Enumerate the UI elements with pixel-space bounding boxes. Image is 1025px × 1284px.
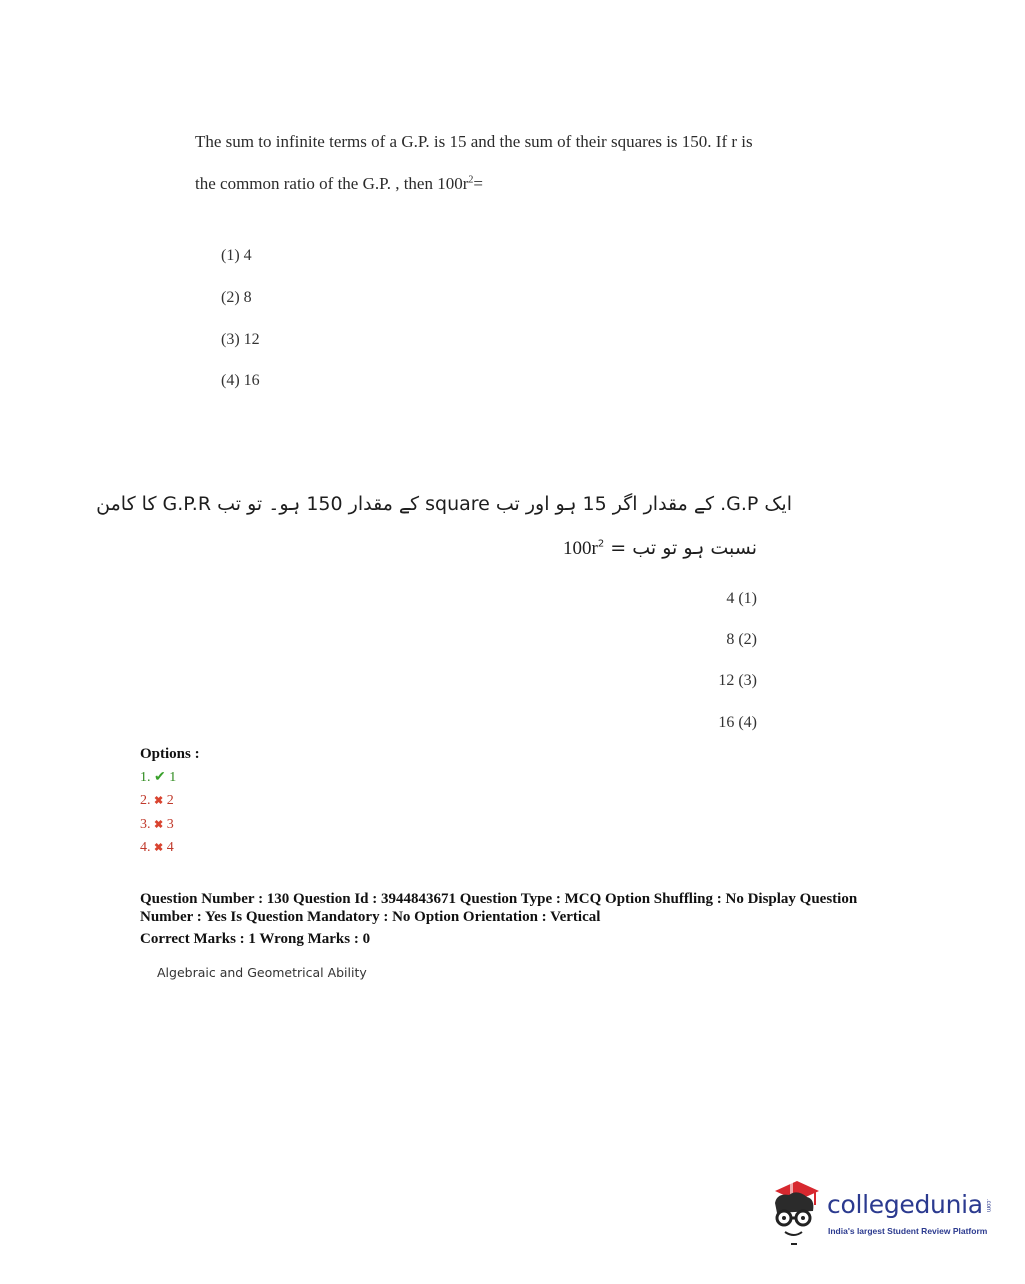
option-value: 4 (166, 840, 174, 855)
option-result-2 (140, 793, 174, 809)
meta-line-1: Question Number : 130 Question Id : 3944843671 Question Type : MCQ Option Shuffling : No Display Question (140, 891, 858, 907)
option-ur-1: 4 (1) (726, 590, 757, 607)
collegedunia-logo-icon (767, 1177, 827, 1247)
option-en-3: (3) 12 (221, 331, 260, 348)
brand-name: collegedunia (827, 1190, 983, 1219)
option-result-3 (140, 817, 174, 833)
urdu-math-term: 100r (563, 538, 598, 559)
brand-dotcom: .com (985, 1199, 991, 1213)
cross-icon: ✖ (154, 795, 164, 807)
cross-icon: ✖ (154, 842, 164, 854)
question-urdu-line-2 (563, 537, 757, 560)
question-text-line-1: The sum to infinite terms of a G.P. is 15 and the sum of their squares is 150. If r is (195, 132, 753, 151)
option-ur-3: 12 (3) (718, 672, 757, 689)
option-result-1 (140, 769, 176, 786)
meta-line-3: Correct Marks : 1 Wrong Marks : 0 (140, 931, 371, 947)
option-value: 2 (166, 793, 174, 808)
option-en-4: (4) 16 (221, 372, 260, 389)
equals-sign: = (473, 174, 483, 193)
check-icon: ✔ (154, 770, 166, 785)
question-text-line-2 (195, 174, 483, 194)
option-number: 4. (140, 840, 151, 855)
option-value: 1 (169, 770, 177, 785)
exponent: 2 (468, 174, 474, 186)
cross-icon: ✖ (154, 819, 164, 831)
option-number: 2. (140, 793, 151, 808)
option-ur-4: 16 (4) (718, 714, 757, 731)
brand-tagline: India's largest Student Review Platform (828, 1226, 988, 1236)
option-en-1: (1) 4 (221, 247, 252, 264)
question-line-2-text: the common ratio of the G.P. , then 100r (195, 174, 469, 193)
option-ur-2: 8 (2) (726, 631, 757, 648)
question-urdu-line-1: ایک G.P. کے مقدار اگر 15 ہو اور تب square کے مقدار 150 ہو۔ تو تب G.P.R کا کامن (96, 493, 792, 515)
option-number: 3. (140, 817, 151, 832)
options-heading: Options : (140, 746, 200, 762)
option-en-2: (2) 8 (221, 289, 252, 306)
meta-line-2: Number : Yes Is Question Mandatory : No Option Orientation : Vertical (140, 909, 601, 925)
section-title: Algebraic and Geometrical Ability (157, 965, 367, 980)
urdu-line-2-text: نسبت ہو تو تب = (604, 537, 757, 559)
urdu-exponent: 2 (597, 538, 605, 550)
option-number: 1. (140, 770, 151, 785)
option-value: 3 (166, 817, 174, 832)
option-result-4 (140, 840, 174, 856)
question-meta (140, 890, 910, 948)
